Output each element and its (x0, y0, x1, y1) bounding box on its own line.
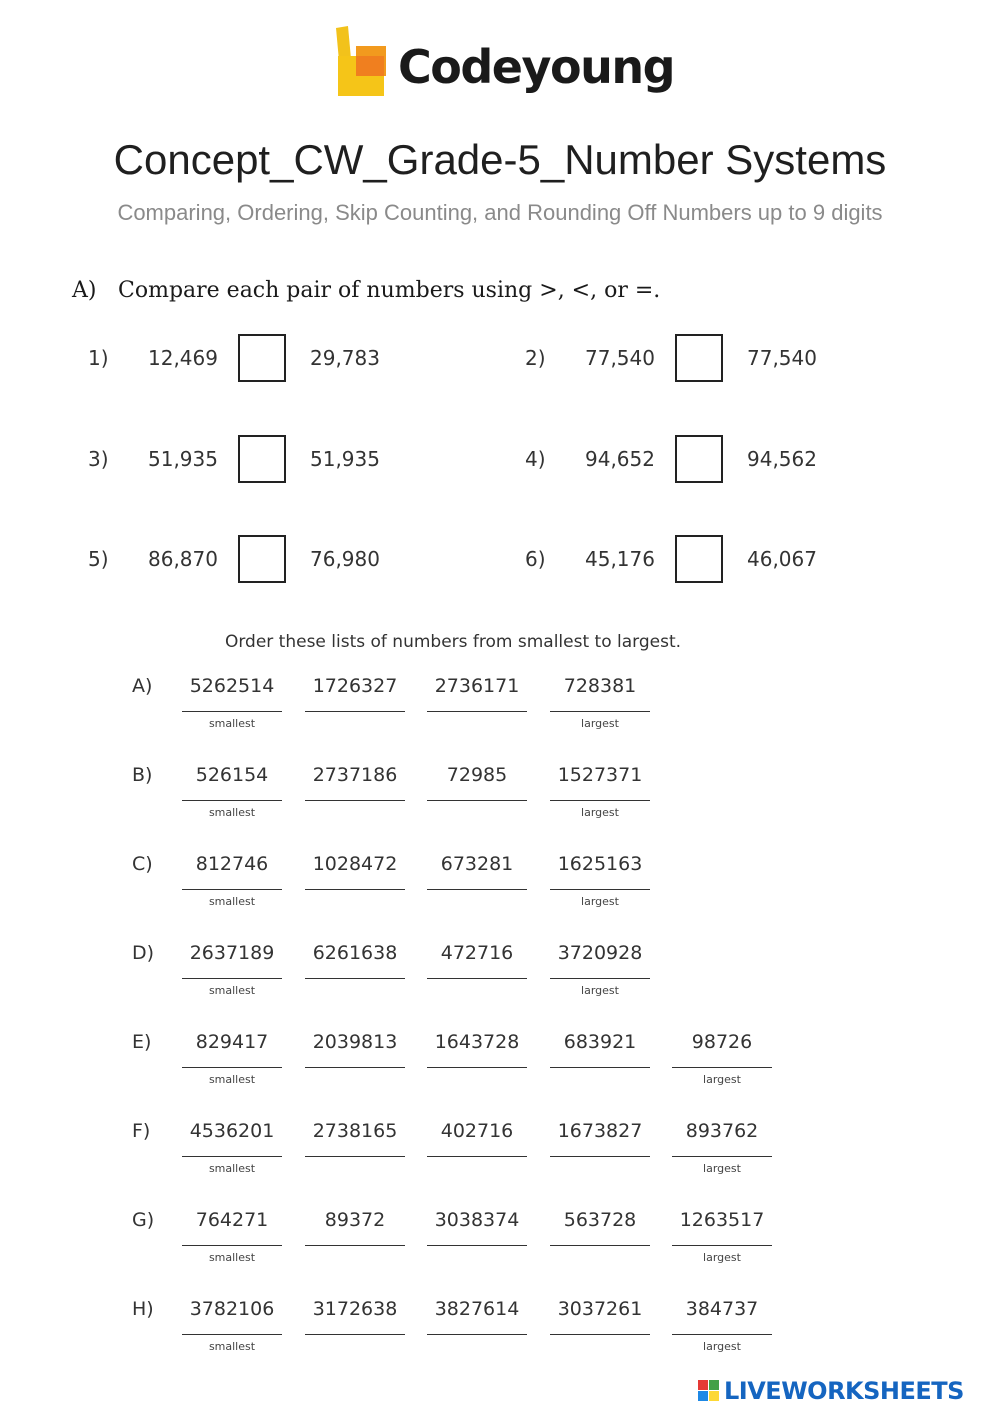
answer-box[interactable] (675, 535, 723, 583)
ordering-row-label: F) (132, 1120, 151, 1142)
answer-line[interactable] (550, 1067, 650, 1068)
liveworksheets-text: LIVEWORKSHEETS (724, 1377, 964, 1405)
ordering-row (0, 1296, 1000, 1385)
ordering-row-label: G) (132, 1209, 155, 1231)
smallest-label: smallest (208, 984, 256, 997)
compare-left-value: 12,469 (148, 346, 218, 370)
answer-line[interactable] (305, 1067, 405, 1068)
smallest-label: smallest (208, 717, 256, 730)
smallest-label: smallest (208, 1162, 256, 1175)
compare-item-number: 5) (88, 547, 109, 571)
ordering-row-label: H) (132, 1298, 154, 1320)
ordering-row (0, 1118, 1000, 1207)
answer-line[interactable] (672, 1067, 772, 1068)
smallest-label: smallest (208, 806, 256, 819)
smallest-label: smallest (208, 1251, 256, 1264)
largest-label: largest (703, 1251, 741, 1264)
answer-line[interactable] (305, 1156, 405, 1157)
ordering-number: 1263517 (679, 1209, 765, 1231)
ordering-number: 3782106 (189, 1298, 275, 1320)
ordering-number: 683921 (563, 1031, 637, 1053)
answer-line[interactable] (550, 711, 650, 712)
section-a-heading (72, 278, 660, 303)
answer-line[interactable] (550, 800, 650, 801)
ordering-number: 384737 (685, 1298, 759, 1320)
liveworksheets-watermark (698, 1376, 994, 1406)
answer-line[interactable] (305, 800, 405, 801)
ordering-row-label: A) (132, 675, 153, 697)
page-subtitle: Comparing, Ordering, Skip Counting, and Rounding Off Numbers up to 9 digits (117, 200, 883, 225)
ordering-number: 2737186 (312, 764, 398, 786)
ordering-number: 72985 (446, 764, 508, 786)
ordering-number: 673281 (440, 853, 514, 875)
ordering-number: 2039813 (312, 1031, 398, 1053)
ordering-number: 5262514 (189, 675, 275, 697)
answer-line[interactable] (672, 1156, 772, 1157)
compare-left-value: 45,176 (585, 547, 655, 571)
smallest-label: smallest (208, 895, 256, 908)
ordering-number: 812746 (195, 853, 269, 875)
answer-line[interactable] (305, 1245, 405, 1246)
ordering-number: 1673827 (557, 1120, 643, 1142)
largest-label: largest (703, 1162, 741, 1175)
ordering-number: 829417 (195, 1031, 269, 1053)
compare-item-number: 2) (525, 346, 546, 370)
answer-line[interactable] (672, 1334, 772, 1335)
largest-label: largest (703, 1073, 741, 1086)
ordering-row (0, 762, 1000, 851)
answer-line[interactable] (182, 1156, 282, 1157)
answer-line[interactable] (550, 1245, 650, 1246)
answer-line[interactable] (427, 978, 527, 979)
ordering-number: 3037261 (557, 1298, 643, 1320)
ordering-number: 89372 (324, 1209, 386, 1231)
ordering-number: 1527371 (557, 764, 643, 786)
answer-line[interactable] (182, 711, 282, 712)
ordering-row (0, 851, 1000, 940)
codeyoung-logo (332, 26, 672, 106)
answer-line[interactable] (427, 1334, 527, 1335)
ordering-row (0, 1207, 1000, 1296)
answer-line[interactable] (550, 1334, 650, 1335)
ordering-number: 2736171 (434, 675, 520, 697)
compare-right-value: 51,935 (310, 447, 380, 471)
answer-line[interactable] (427, 1067, 527, 1068)
answer-box[interactable] (238, 435, 286, 483)
ordering-number: 3720928 (557, 942, 643, 964)
ordering-number: 98726 (691, 1031, 753, 1053)
answer-line[interactable] (427, 800, 527, 801)
compare-left-value: 77,540 (585, 346, 655, 370)
answer-line[interactable] (550, 1156, 650, 1157)
ordering-number: 4536201 (189, 1120, 275, 1142)
ordering-number: 3038374 (434, 1209, 520, 1231)
ordering-number: 1625163 (557, 853, 643, 875)
answer-line[interactable] (427, 1156, 527, 1157)
ordering-number: 728381 (563, 675, 637, 697)
answer-box[interactable] (238, 334, 286, 382)
ordering-row-label: D) (132, 942, 155, 964)
brand-name: Codeyoung (398, 40, 674, 94)
answer-line[interactable] (182, 1245, 282, 1246)
answer-box[interactable] (675, 435, 723, 483)
answer-line[interactable] (305, 978, 405, 979)
compare-right-value: 46,067 (747, 547, 817, 571)
compare-left-value: 94,652 (585, 447, 655, 471)
ordering-row-label: C) (132, 853, 153, 875)
codeyoung-logo-icon (332, 26, 388, 100)
answer-line[interactable] (182, 889, 282, 890)
answer-line[interactable] (182, 1334, 282, 1335)
ordering-number: 1726327 (312, 675, 398, 697)
answer-line[interactable] (550, 889, 650, 890)
section-a-instruction: Compare each pair of numbers using >, <, or =. (118, 278, 661, 303)
ordering-number: 2738165 (312, 1120, 398, 1142)
ordering-number: 1028472 (312, 853, 398, 875)
ordering-number: 563728 (563, 1209, 637, 1231)
answer-line[interactable] (427, 889, 527, 890)
liveworksheets-logo-icon (698, 1380, 720, 1402)
compare-right-value: 94,562 (747, 447, 817, 471)
largest-label: largest (581, 806, 619, 819)
answer-line[interactable] (305, 711, 405, 712)
answer-line[interactable] (305, 889, 405, 890)
answer-line[interactable] (182, 1067, 282, 1068)
smallest-label: smallest (208, 1073, 256, 1086)
ordering-number: 3827614 (434, 1298, 520, 1320)
ordering-number: 526154 (195, 764, 269, 786)
compare-right-value: 29,783 (310, 346, 380, 370)
ordering-row (0, 673, 1000, 762)
ordering-number: 6261638 (312, 942, 398, 964)
ordering-number: 893762 (685, 1120, 759, 1142)
ordering-number: 2637189 (189, 942, 275, 964)
ordering-row (0, 1029, 1000, 1118)
ordering-instruction: Order these lists of numbers from smallest to largest. (224, 632, 682, 652)
ordering-row-label: B) (132, 764, 153, 786)
compare-left-value: 51,935 (148, 447, 218, 471)
compare-left-value: 86,870 (148, 547, 218, 571)
page-title: Concept_CW_Grade-5_Number Systems (113, 136, 887, 183)
answer-line[interactable] (427, 711, 527, 712)
answer-line[interactable] (182, 978, 282, 979)
ordering-number: 3172638 (312, 1298, 398, 1320)
compare-right-value: 76,980 (310, 547, 380, 571)
ordering-row-label: E) (132, 1031, 152, 1053)
compare-item-number: 3) (88, 447, 109, 471)
answer-line[interactable] (305, 1334, 405, 1335)
answer-box[interactable] (238, 535, 286, 583)
answer-line[interactable] (182, 800, 282, 801)
largest-label: largest (581, 895, 619, 908)
ordering-number: 402716 (440, 1120, 514, 1142)
compare-right-value: 77,540 (747, 346, 817, 370)
answer-line[interactable] (672, 1245, 772, 1246)
compare-item-number: 6) (525, 547, 546, 571)
ordering-row (0, 940, 1000, 1029)
compare-item-number: 1) (88, 346, 109, 370)
answer-line[interactable] (427, 1245, 527, 1246)
ordering-number: 472716 (440, 942, 514, 964)
compare-item-number: 4) (525, 447, 546, 471)
ordering-number: 764271 (195, 1209, 269, 1231)
section-a-label: A) (72, 278, 97, 303)
largest-label: largest (581, 984, 619, 997)
largest-label: largest (581, 717, 619, 730)
ordering-number: 1643728 (434, 1031, 520, 1053)
largest-label: largest (703, 1340, 741, 1353)
answer-box[interactable] (675, 334, 723, 382)
smallest-label: smallest (208, 1340, 256, 1353)
answer-line[interactable] (550, 978, 650, 979)
